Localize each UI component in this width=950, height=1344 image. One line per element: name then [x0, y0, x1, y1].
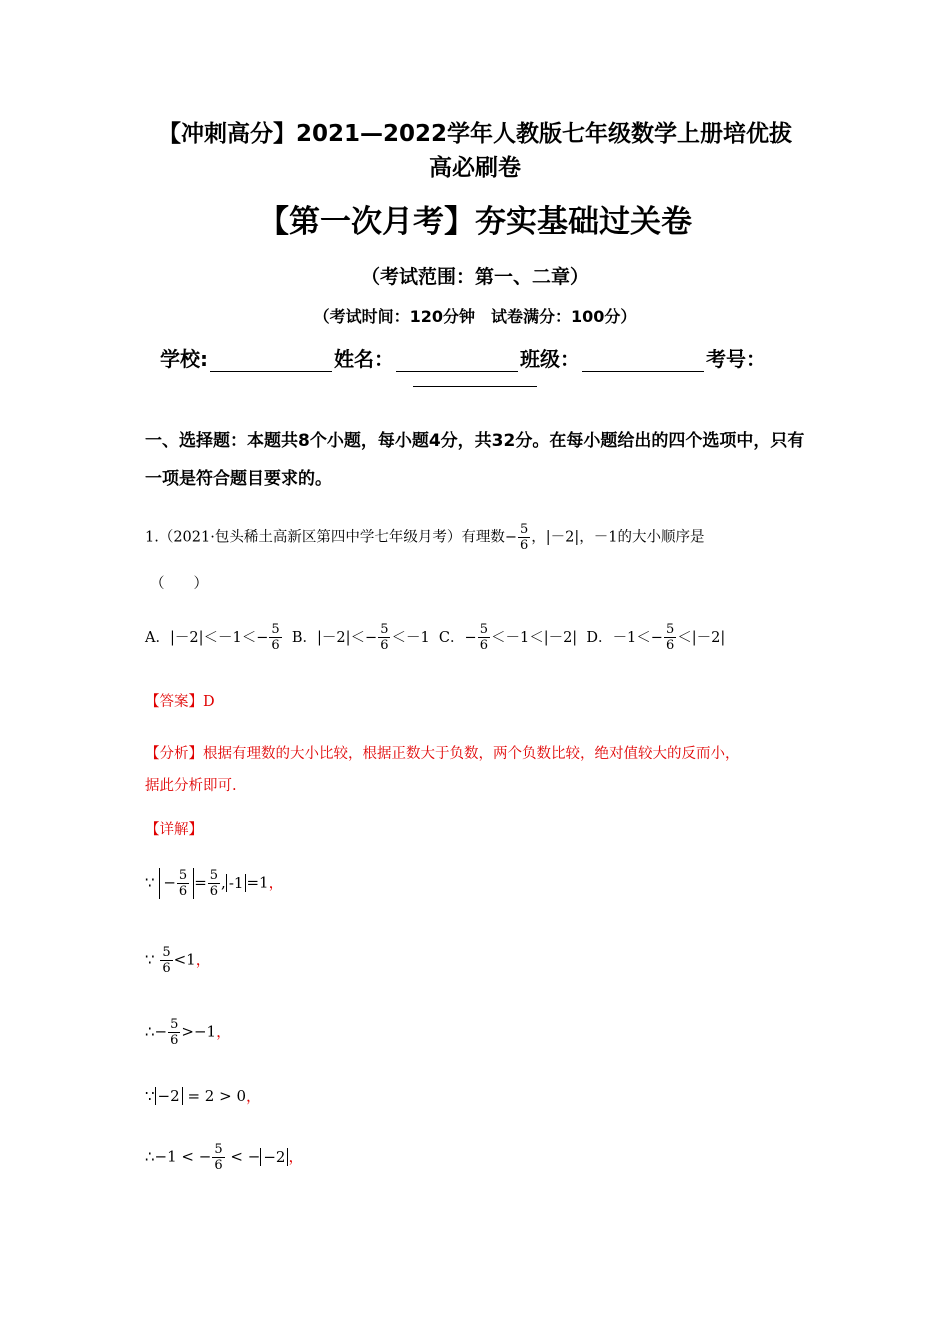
- fraction: [168, 1017, 180, 1048]
- fraction: [160, 945, 172, 976]
- abs-value: -1: [226, 874, 247, 892]
- class-label: 班级：: [520, 347, 580, 371]
- minus-sign: −: [504, 529, 517, 546]
- abs-value: −2: [260, 1148, 288, 1166]
- question-1-prefix: 1.（2021·包头稀土高新区第四中学七年级月考）有理数: [145, 529, 505, 546]
- denominator: 6: [479, 638, 488, 653]
- step-4-end: = 2 > 0: [187, 1087, 246, 1105]
- number-label: 考号：: [706, 347, 766, 371]
- main-title: 【第一次月考】夯实基础过关卷: [258, 204, 692, 240]
- fraction: [208, 868, 220, 899]
- answer-parentheses: （ ）: [150, 576, 208, 592]
- step-comma: ，: [216, 1022, 232, 1041]
- option-b-text-end: ＜－1: [391, 629, 430, 646]
- answer-label: 【答案】: [145, 694, 203, 710]
- minus-sign: −: [163, 873, 176, 892]
- option-d-text-end: ＜|－2|: [677, 629, 726, 646]
- fraction: [664, 622, 676, 653]
- option-d[interactable]: [586, 622, 726, 653]
- step-1: [145, 868, 284, 899]
- option-c-text: ＜－1＜|－2|: [490, 629, 578, 646]
- step-2: [145, 945, 211, 976]
- numerator: 5: [209, 868, 219, 883]
- option-b[interactable]: [291, 622, 430, 653]
- therefore-symbol: ∴: [145, 1147, 155, 1166]
- exam-time-info: （考试时间：120分钟 试卷满分：100分）: [313, 307, 637, 326]
- option-a-text: |－2|＜－1＜: [169, 629, 257, 646]
- analysis-text-1: 根据有理数的大小比较，根据正数大于负数，两个负数比较，绝对值较大的反而小，: [203, 746, 740, 762]
- step-2-end: <1: [173, 950, 196, 969]
- numerator: 5: [479, 622, 488, 637]
- step-5-mid: < −: [230, 1147, 261, 1166]
- name-label: 姓名：: [334, 347, 394, 371]
- fraction: [518, 522, 530, 553]
- step-comma: ，: [245, 1087, 261, 1105]
- step-comma: ，: [195, 950, 211, 969]
- denominator: 6: [665, 638, 675, 653]
- therefore-symbol: ∴: [145, 1022, 155, 1041]
- fraction: [378, 622, 390, 653]
- abs-value: −2: [155, 1087, 183, 1105]
- step-comma: ，: [288, 1147, 304, 1166]
- exam-scope: （考试范围：第一、二章）: [360, 266, 589, 288]
- fraction: [269, 622, 281, 653]
- answer-line: [145, 690, 215, 711]
- comma: ,: [221, 873, 226, 892]
- analysis-text-2: 据此分析即可.: [145, 778, 237, 794]
- option-d-text: －1＜: [612, 629, 651, 646]
- denominator: 6: [520, 538, 529, 553]
- denominator: 6: [271, 638, 280, 653]
- analysis-block: [145, 738, 740, 802]
- student-info-form: [160, 343, 766, 372]
- fraction: [478, 622, 490, 653]
- school-label: 学校:: [160, 347, 208, 371]
- analysis-label: 【分析】: [145, 746, 203, 762]
- detail-label: 【详解】: [145, 822, 203, 838]
- because-symbol: ∵: [145, 873, 155, 892]
- step-3: [145, 1017, 231, 1048]
- numerator: 5: [520, 522, 529, 537]
- question-1-options: [145, 622, 725, 653]
- option-d-label: D．: [586, 629, 613, 646]
- option-c-label: C．: [438, 629, 465, 646]
- numerator: 5: [665, 622, 675, 637]
- question-1-suffix: ，|－2|，－1的大小顺序是: [531, 529, 705, 546]
- denominator: 6: [178, 884, 188, 899]
- because-symbol: ∵: [145, 950, 155, 969]
- numerator: 5: [271, 622, 280, 637]
- numerator: 5: [170, 1017, 179, 1032]
- option-a[interactable]: [145, 622, 283, 653]
- title-line1: 【冲刺高分】2021—2022学年人教版七年级数学上册培优拔: [157, 121, 793, 147]
- section-1-heading: 一、选择题：本题共8个小题，每小题4分，共32分。在每小题给出的四个选项中，只有一项是符合题目要求的。: [145, 431, 805, 489]
- denominator: 6: [209, 884, 219, 899]
- step-4: [145, 1085, 261, 1106]
- step-5-start: −1 <: [154, 1147, 194, 1166]
- title-line2: 高必刷卷: [429, 155, 521, 181]
- minus-sign: −: [154, 1022, 168, 1041]
- equals-sign: =: [194, 873, 207, 892]
- name-field[interactable]: [396, 351, 518, 372]
- class-field[interactable]: [582, 351, 704, 372]
- option-b-label: B．: [291, 629, 318, 646]
- numerator: 5: [214, 1142, 223, 1157]
- minus-sign: −: [198, 1147, 212, 1166]
- fraction: [212, 1142, 224, 1173]
- minus-sign: −: [256, 629, 269, 646]
- because-symbol: ∵: [145, 1087, 155, 1105]
- denominator: 6: [380, 638, 389, 653]
- step-3-end: >−1: [181, 1022, 217, 1041]
- denominator: 6: [170, 1033, 179, 1048]
- option-a-label: A．: [145, 629, 170, 646]
- step-1-end: =1: [246, 873, 269, 892]
- step-comma: ，: [268, 873, 284, 892]
- minus-sign: −: [650, 629, 663, 646]
- denominator: 6: [214, 1158, 223, 1173]
- numerator: 5: [178, 868, 188, 883]
- minus-sign: −: [464, 629, 477, 646]
- number-field[interactable]: [413, 386, 537, 387]
- minus-sign: −: [365, 629, 378, 646]
- answer-value: D: [203, 694, 215, 710]
- option-c[interactable]: [438, 622, 578, 653]
- denominator: 6: [162, 961, 171, 976]
- step-5: [145, 1142, 303, 1173]
- numerator: 5: [162, 945, 171, 960]
- abs-value: [159, 868, 194, 899]
- fraction: [177, 868, 189, 899]
- option-b-text: |－2|＜: [317, 629, 366, 646]
- numerator: 5: [380, 622, 389, 637]
- question-1-stem: [145, 522, 705, 553]
- school-field[interactable]: [210, 351, 332, 372]
